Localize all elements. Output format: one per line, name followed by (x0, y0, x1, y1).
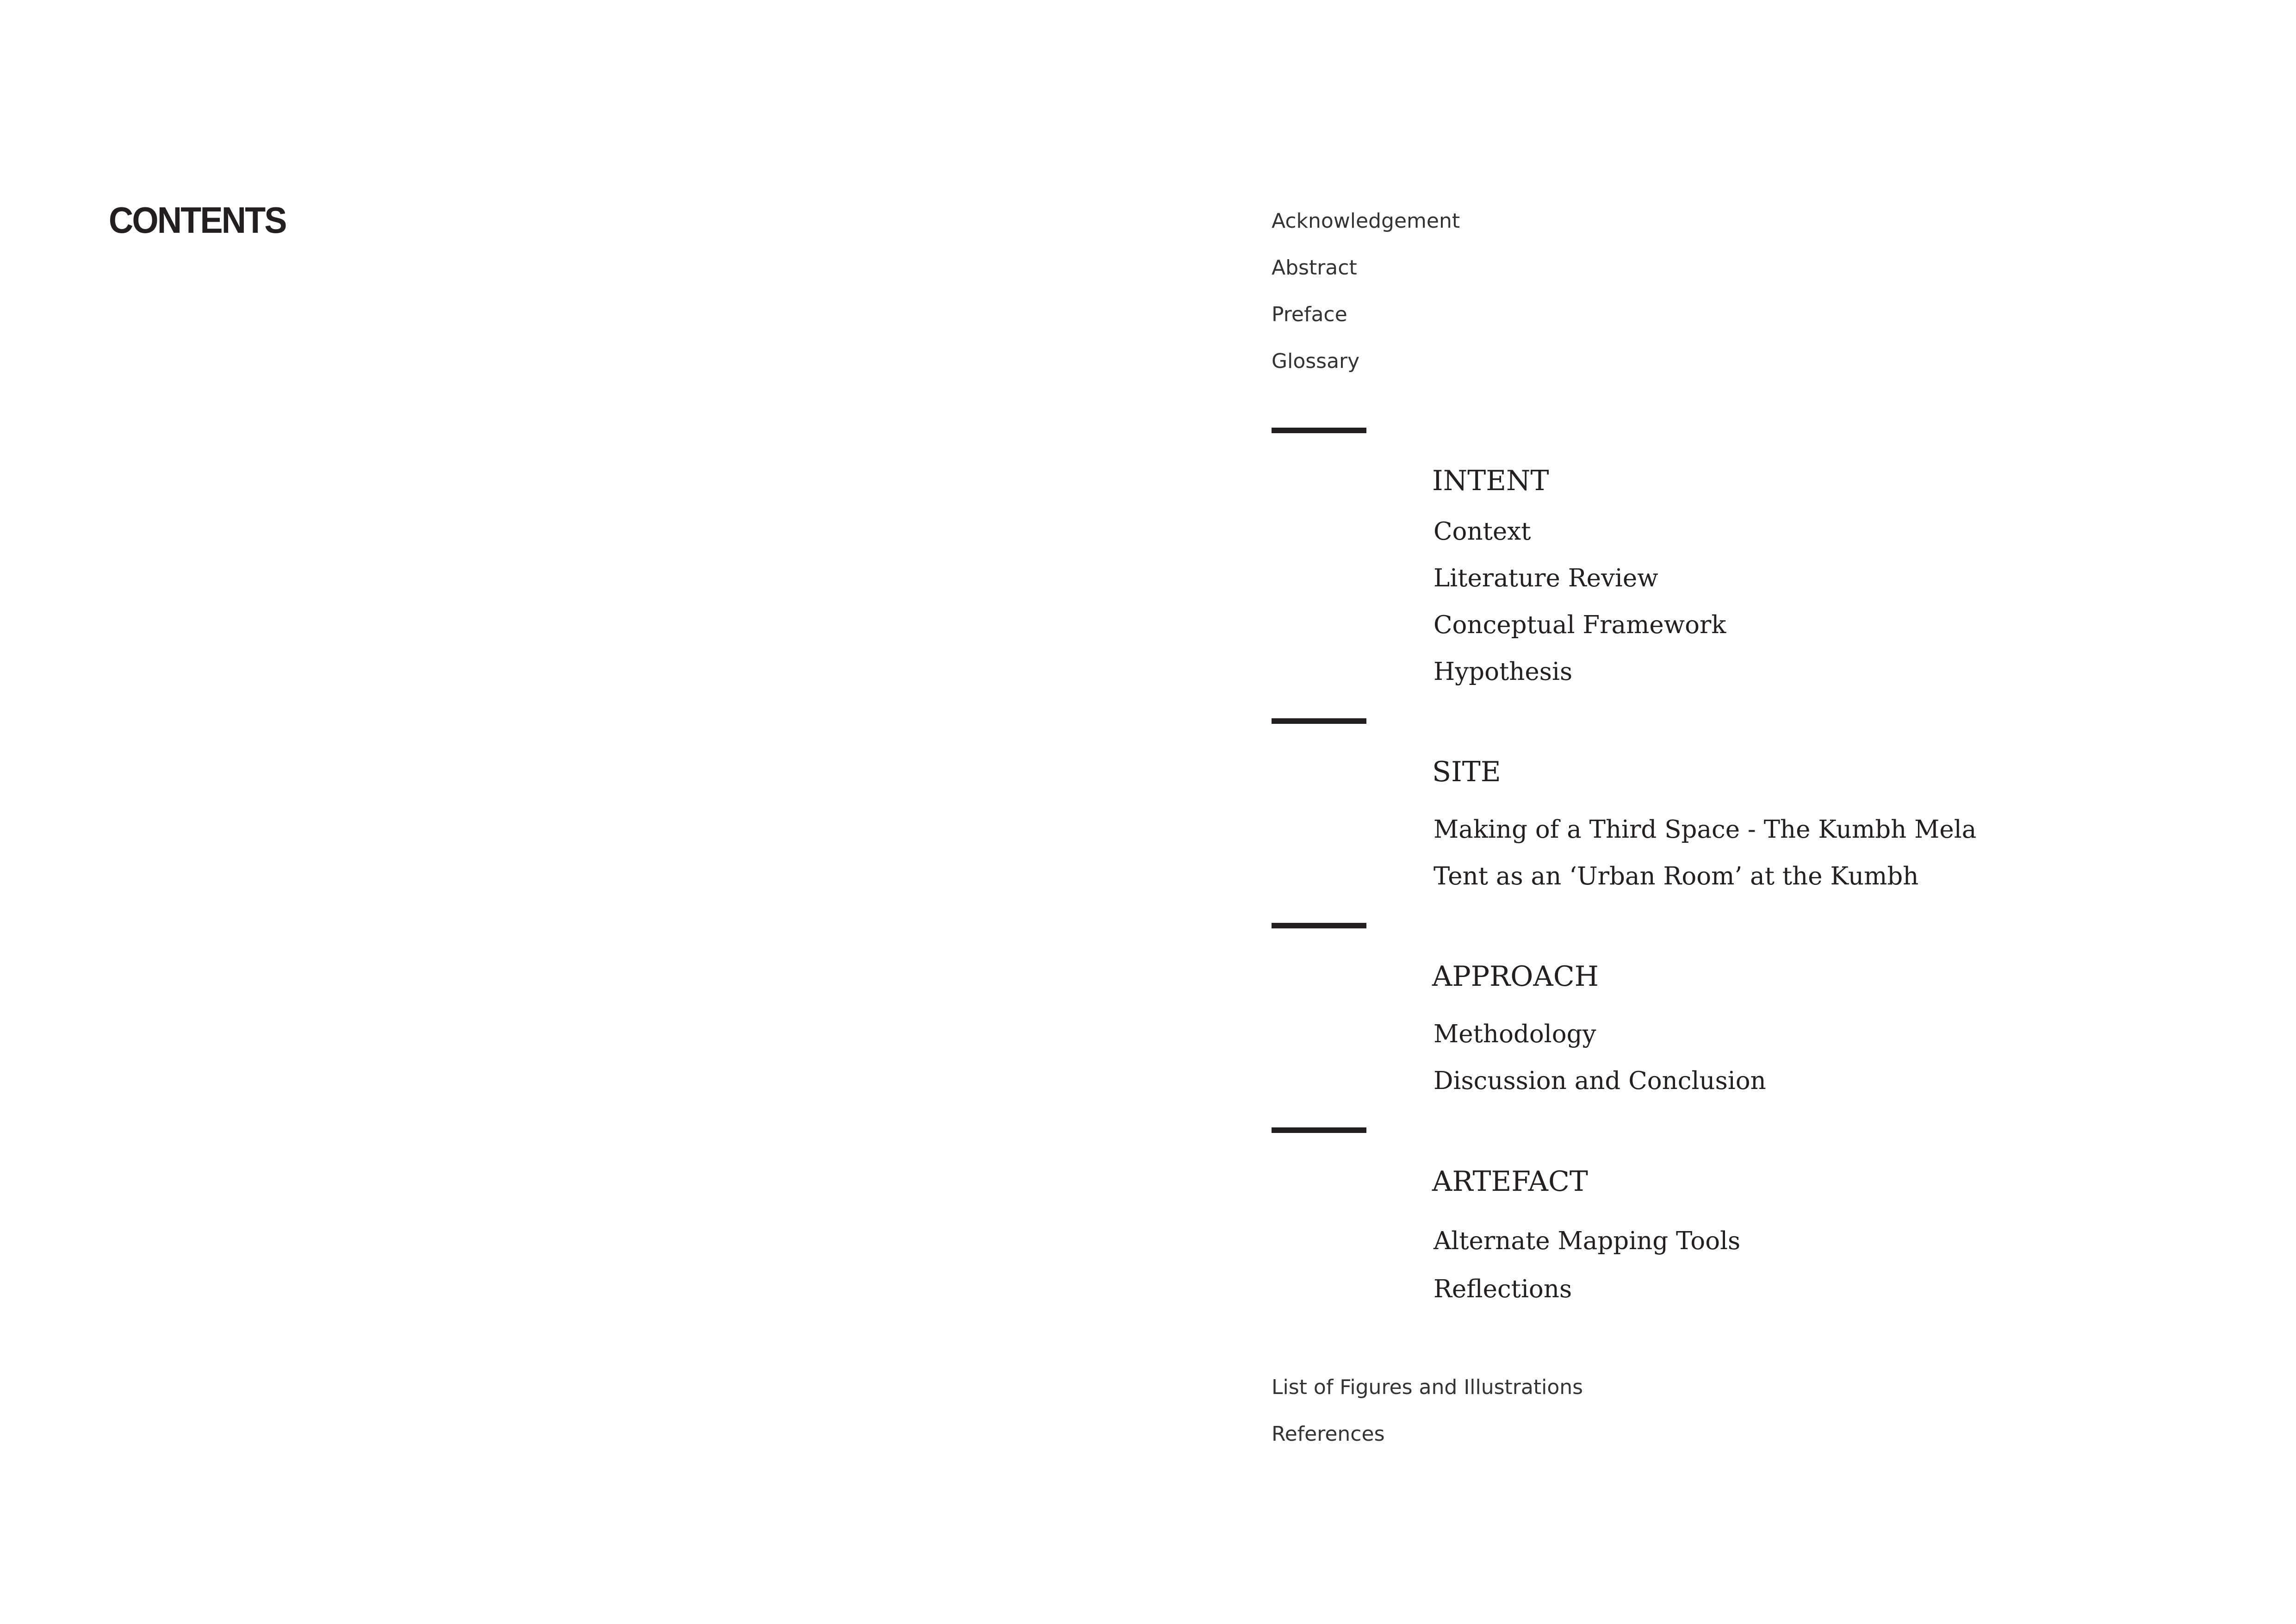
toc-entry-preface[interactable]: Preface (1272, 303, 1347, 326)
page-title: CONTENTS (109, 199, 286, 241)
part-2-divider (1272, 718, 1366, 724)
toc-entry-references[interactable]: References (1272, 1422, 1385, 1446)
chapter-title: Context (1433, 517, 1531, 546)
chapter-title: Discussion and Conclusion (1433, 1067, 1766, 1095)
part-3-title: APPROACH (1432, 960, 1599, 993)
part-1-title: INTENT (1432, 465, 1549, 497)
part-4-divider (1272, 1127, 1366, 1133)
chapter-title: Tent as an ‘Urban Room’ at the Kumbh (1433, 862, 1919, 890)
part-3-divider (1272, 923, 1366, 928)
toc-entry-glossary[interactable]: Glossary (1272, 349, 1360, 373)
toc-entry-acknowledgement[interactable]: Acknowledgement (1272, 209, 1460, 233)
chapter-title: Methodology (1433, 1020, 1596, 1048)
chapter-title: Alternate Mapping Tools (1433, 1227, 1741, 1255)
chapter-title: Literature Review (1433, 564, 1658, 592)
toc-entry-abstract[interactable]: Abstract (1272, 256, 1357, 280)
chapter-title: Hypothesis (1433, 658, 1573, 686)
front-matter-list (1272, 207, 1460, 394)
part-4-title: ARTEFACT (1432, 1165, 1588, 1198)
part-2-title: SITE (1432, 756, 1501, 788)
part-1-divider (1272, 428, 1366, 433)
chapter-title: Reflections (1433, 1275, 1572, 1303)
chapter-title: Conceptual Framework (1433, 611, 1726, 639)
chapter-title: Making of a Third Space - The Kumbh Mela (1433, 815, 1977, 844)
back-matter-list (1272, 1374, 1583, 1467)
toc-entry-list-of-figures[interactable]: List of Figures and Illustrations (1272, 1375, 1583, 1399)
